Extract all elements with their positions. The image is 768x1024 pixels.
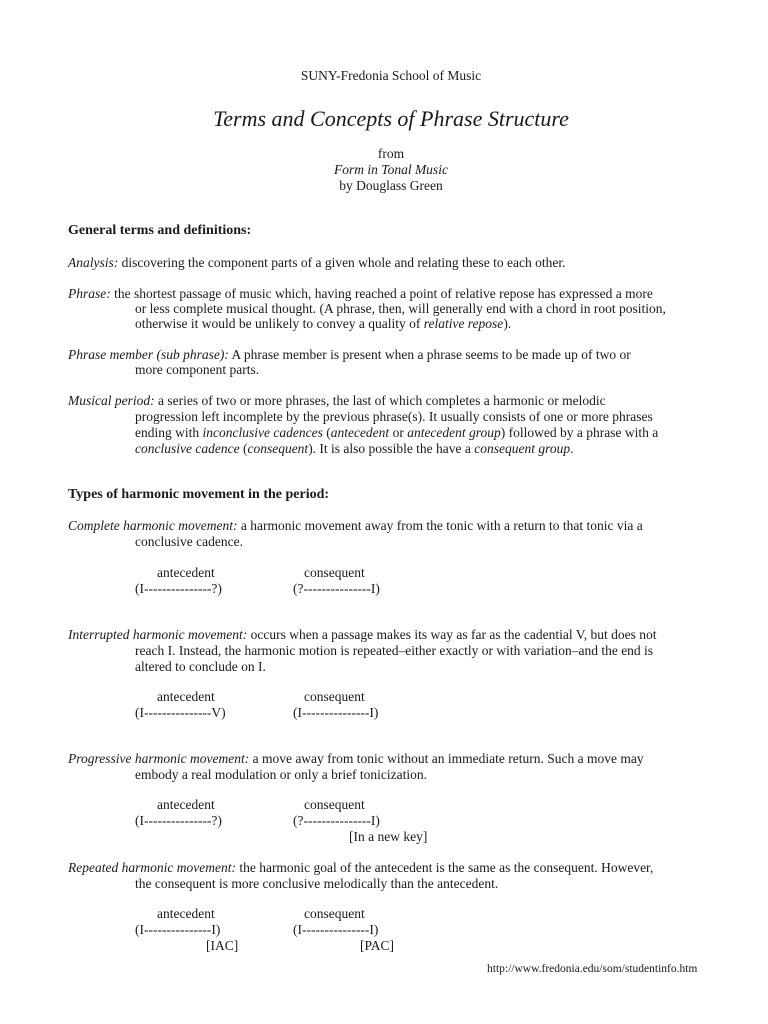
definition-line (135, 316, 725, 332)
term-complete-movement: Complete harmonic movement: (68, 518, 238, 533)
term-interrupted-movement: Interrupted harmonic movement: (68, 627, 248, 642)
term-progressive-movement: Progressive harmonic movement: (68, 751, 250, 766)
consequent-label: consequent (304, 565, 365, 580)
definition-text: the shortest passage of music which, having reached a point of relative repose has expressed a more (110, 286, 653, 301)
antecedent-diagram: (I---------------?) (135, 581, 222, 596)
definition-line: altered to conclude on I. (135, 659, 266, 674)
iac-note: [IAC] (206, 938, 239, 953)
author-line: by Douglass Green (339, 178, 443, 193)
section-heading-general: General terms and definitions: (68, 223, 252, 238)
term-analysis: Analysis: (68, 255, 119, 270)
text-run-italic: antecedent (330, 425, 390, 440)
definition-text: a series of two or more phrases, the last of which completes a harmonic or melodic (154, 393, 606, 408)
text-run-italic: conclusive cadence (135, 441, 240, 456)
definition-interrupted-movement (68, 627, 718, 643)
institution-name: SUNY-Fredonia School of Music (300, 68, 482, 83)
text-run: ). It is also possible the have a (308, 441, 475, 456)
definition-line: conclusive cadence. (135, 534, 243, 549)
consequent-diagram: (I---------------I) (293, 705, 379, 720)
consequent-diagram: (?---------------I) (293, 813, 380, 828)
key-note: [In a new key] (349, 829, 428, 844)
text-run-italic: antecedent group (407, 425, 501, 440)
definition-progressive-movement (68, 751, 718, 767)
antecedent-label: antecedent (157, 689, 215, 704)
definition-phrase-member (68, 347, 718, 363)
definition-repeated-movement (68, 860, 718, 876)
text-run: ( (239, 441, 248, 456)
definition-text: a move away from tonic without an immediate return. Such a move may (249, 751, 644, 766)
text-run: ( (322, 425, 331, 440)
text-run: ). (503, 316, 512, 331)
antecedent-diagram: (I---------------V) (135, 705, 226, 720)
definition-text: the harmonic goal of the antecedent is the same as the consequent. However, (235, 860, 654, 875)
term-phrase: Phrase: (68, 286, 111, 301)
footer-url: http://www.fredonia.edu/som/studentinfo.htm (487, 963, 698, 975)
text-run-italic: relative repose (423, 316, 504, 331)
definition-line (135, 425, 725, 441)
definition-musical-period (68, 393, 718, 409)
antecedent-label: antecedent (157, 565, 215, 580)
from-label: from (377, 146, 405, 161)
text-run-italic: inconclusive cadences (202, 425, 323, 440)
pac-note: [PAC] (360, 938, 395, 953)
definition-line: or less complete musical thought. (A phrase, then, will generally end with a chord in root position, (135, 301, 666, 316)
term-phrase-member: Phrase member (sub phrase): (68, 347, 229, 362)
antecedent-label: antecedent (157, 797, 215, 812)
antecedent-diagram: (I---------------I) (135, 922, 221, 937)
text-run: or (389, 425, 408, 440)
text-run: otherwise it would be unlikely to convey a quality of (135, 316, 424, 331)
page-title: Terms and Concepts of Phrase Structure (213, 106, 569, 131)
text-run: . (570, 441, 574, 456)
definition-analysis (68, 255, 718, 271)
antecedent-diagram: (I---------------?) (135, 813, 222, 828)
section-heading-harmonic-movement: Types of harmonic movement in the period: (68, 487, 330, 502)
antecedent-label: antecedent (157, 906, 215, 921)
definition-text: a harmonic movement away from the tonic with a return to that tonic via a (237, 518, 643, 533)
definition-line: progression left incomplete by the previous phrase(s). It usually consists of one or more phrases (135, 409, 653, 424)
consequent-diagram: (?---------------I) (293, 581, 380, 596)
consequent-label: consequent (304, 797, 365, 812)
definition-line: more component parts. (135, 362, 260, 377)
consequent-diagram: (I---------------I) (293, 922, 379, 937)
definition-text: occurs when a passage makes its way as far as the cadential V, but does not (247, 627, 657, 642)
definition-line: embody a real modulation or only a brief tonicization. (135, 767, 428, 782)
definition-line: the consequent is more conclusive melodically than the antecedent. (135, 876, 499, 891)
text-run: ending with (135, 425, 203, 440)
text-run: ) followed by a phrase with a (500, 425, 659, 440)
consequent-label: consequent (304, 906, 365, 921)
definition-phrase (68, 286, 718, 302)
definition-text: discovering the component parts of a given whole and relating these to each other. (118, 255, 566, 270)
text-run-italic: consequent (247, 441, 309, 456)
book-title: Form in Tonal Music (334, 162, 448, 177)
definition-line (135, 441, 725, 457)
definition-text: A phrase member is present when a phrase seems to be made up of two or (228, 347, 631, 362)
definition-complete-movement (68, 518, 718, 534)
definition-line: reach I. Instead, the harmonic motion is repeated–either exactly or with variation–and the end is (135, 643, 654, 658)
term-repeated-movement: Repeated harmonic movement: (68, 860, 236, 875)
consequent-label: consequent (304, 689, 365, 704)
text-run-italic: consequent group (474, 441, 571, 456)
term-musical-period: Musical period: (68, 393, 155, 408)
